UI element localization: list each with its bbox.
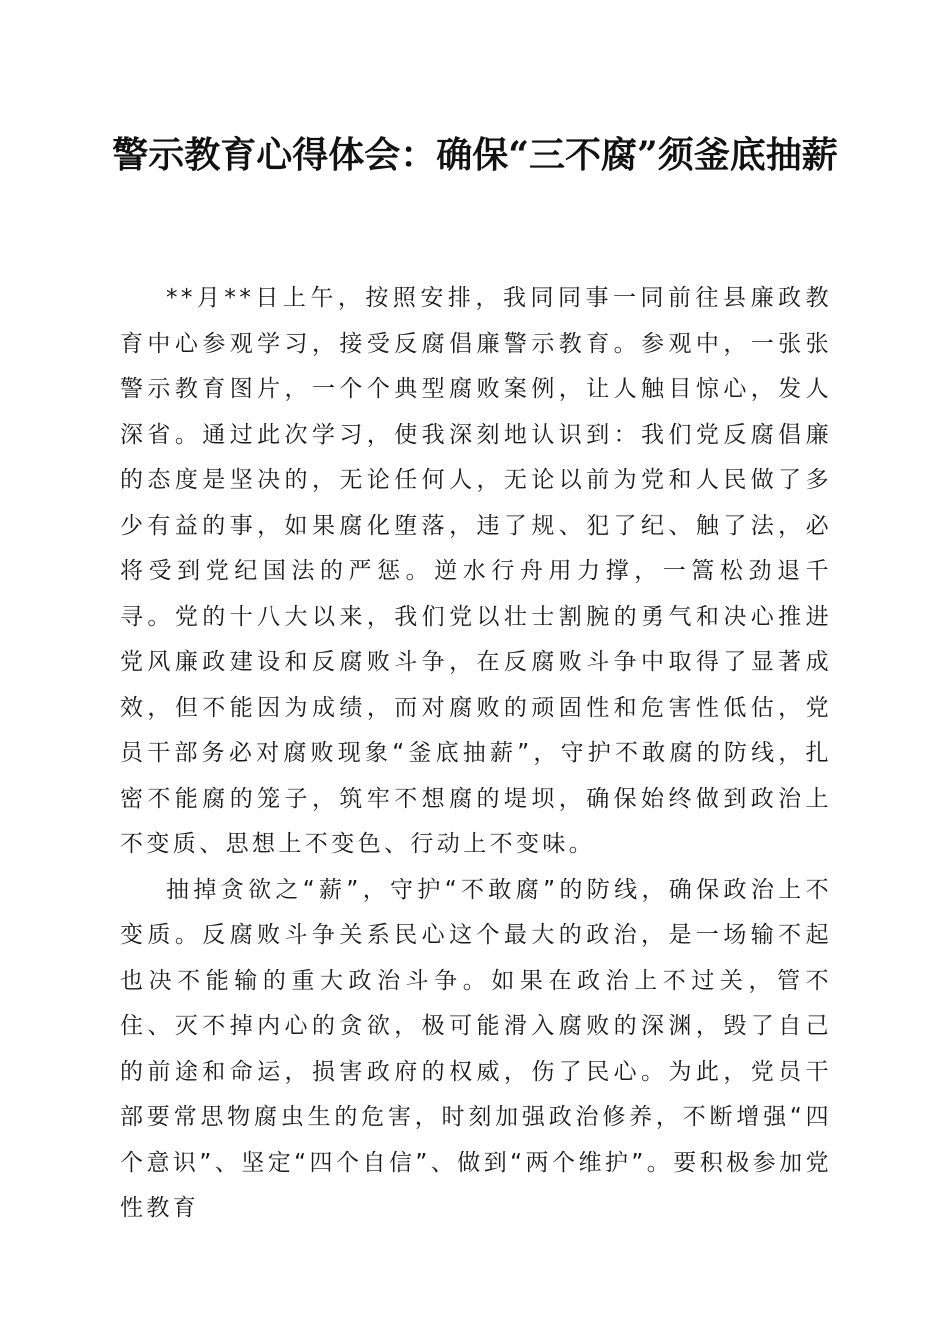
paragraph-1: **月**日上午，按照安排，我同同事一同前往县廉政教育中心参观学习，接受反腐倡廉警示教育。参观中，一张张警示教育图片，一个个典型腐败案例，让人触目惊心，发人深省。通过此次学习，使我深刻地认识到：我们党反腐倡廉的态度是坚决的，无论任何人，无论以前为党和人民做了多少有益的事，如果腐化堕落，违了规、犯了纪、触了法，必将受到党纪国法的严惩。逆水行舟用力撑，一篙松劲退千寻。党的十八大以来，我们党以壮士割腕的勇气和决心推进党风廉政建设和反腐败斗争，在反腐败斗争中取得了显著成效，但不能因为成绩，而对腐败的顽固性和危害性低估，党员干部务必对腐败现象“釜底抽薪”，守护不敢腐的防线，扎密不能腐的笼子，筑牢不想腐的堤坝，确保始终做到政治上不变质、思想上不变色、行动上不变味。	[120, 285, 832, 857]
document-body	[120, 276, 832, 1232]
paragraph-2: 抽掉贪欲之“薪”，守护“不敢腐”的防线，确保政治上不变质。反腐败斗争关系民心这个最大的政治，是一场输不起也决不能输的重大政治斗争。如果在政治上不过关，管不住、灭不掉内心的贪欲，极可能滑入腐败的深渊，毁了自己的前途和命运，损害政府的权威，伤了民心。为此，党员干部要常思物腐虫生的危害，时刻加强政治修养，不断增强“四个意识”、坚定“四个自信”、做到“两个维护”。要积极参加党性教育	[120, 876, 832, 1221]
document-title: 警示教育心得体会：确保“三不腐”须釜底抽薪	[112, 134, 838, 176]
